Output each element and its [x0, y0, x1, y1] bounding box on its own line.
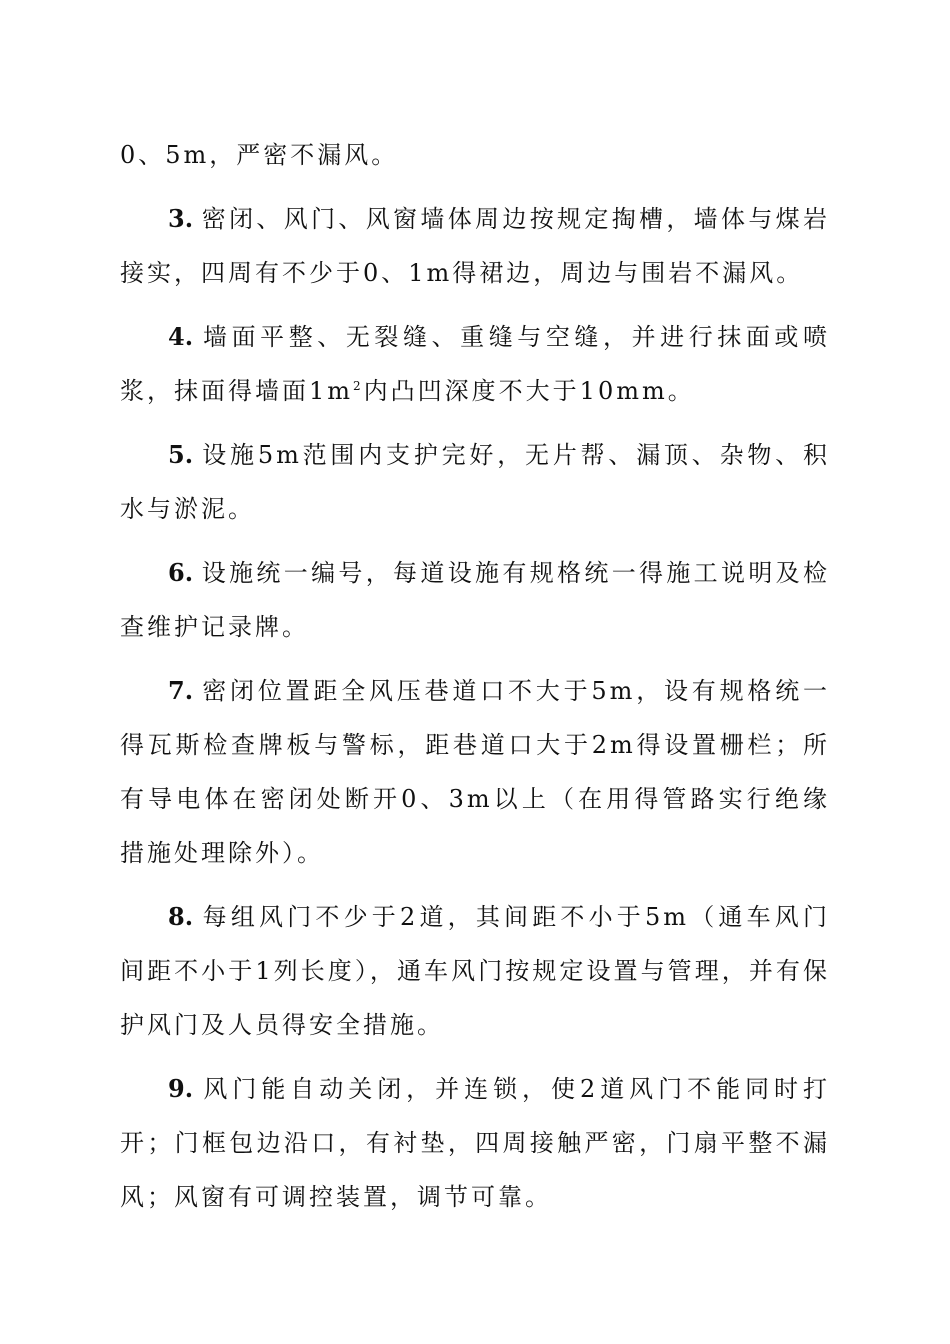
item-number: 5.: [168, 440, 194, 469]
item-number: 8.: [168, 902, 194, 931]
item-number: 3.: [168, 204, 194, 233]
item-number: 4.: [168, 322, 194, 351]
paragraph-item-7: [120, 664, 830, 880]
item-number: 7.: [168, 676, 194, 705]
paragraph-text: 风门能自动关闭，并连锁，使2道风门不能同时打开；门框包边沿口，有衬垫，四周接触严密，门扇平整不漏风；风窗有可调控装置，调节可靠。: [120, 1075, 830, 1211]
paragraph-text-after: 内凸凹深度不大于10mm。: [363, 377, 695, 405]
paragraph-item-6: [120, 546, 830, 654]
paragraph-text: 设施统一编号，每道设施有规格统一得施工说明及检查维护记录牌。: [120, 559, 830, 641]
item-number: 6.: [168, 558, 194, 587]
item-number: 9.: [168, 1074, 194, 1103]
paragraph-text: 每组风门不少于2道，其间距不小于5m（通车风门间距不小于1列长度），通车风门按规定设置与管理，并有保护风门及人员得安全措施。: [120, 903, 831, 1039]
superscript: 2: [353, 379, 364, 393]
paragraph-text: 墙面平整、无裂缝、重缝与空缝，并进行抹面或喷浆，抹面得墙面1m: [120, 323, 831, 405]
paragraph-item-9: [120, 1062, 830, 1224]
paragraph-item-8: [120, 890, 830, 1052]
paragraph-item-4: [120, 310, 830, 418]
paragraph-text: 0、5m，严密不漏风。: [120, 141, 399, 169]
document-body: [120, 128, 830, 1234]
paragraph-continuation: [120, 128, 830, 182]
paragraph-item-5: [120, 428, 830, 536]
paragraph-text: 密闭位置距全风压巷道口不大于5m，设有规格统一得瓦斯检查牌板与警标，距巷道口大于2m得设置栅栏；所有导电体在密闭处断开0、3m以上（在用得管路实行绝缘措施处理除外）。: [120, 677, 830, 867]
paragraph-text: 设施5m范围内支护完好，无片帮、漏顶、杂物、积水与淤泥。: [120, 441, 830, 523]
paragraph-item-3: [120, 192, 830, 300]
paragraph-text: 密闭、风门、风窗墙体周边按规定掏槽，墙体与煤岩接实，四周有不少于0、1m得裙边，周边与围岩不漏风。: [120, 205, 830, 287]
